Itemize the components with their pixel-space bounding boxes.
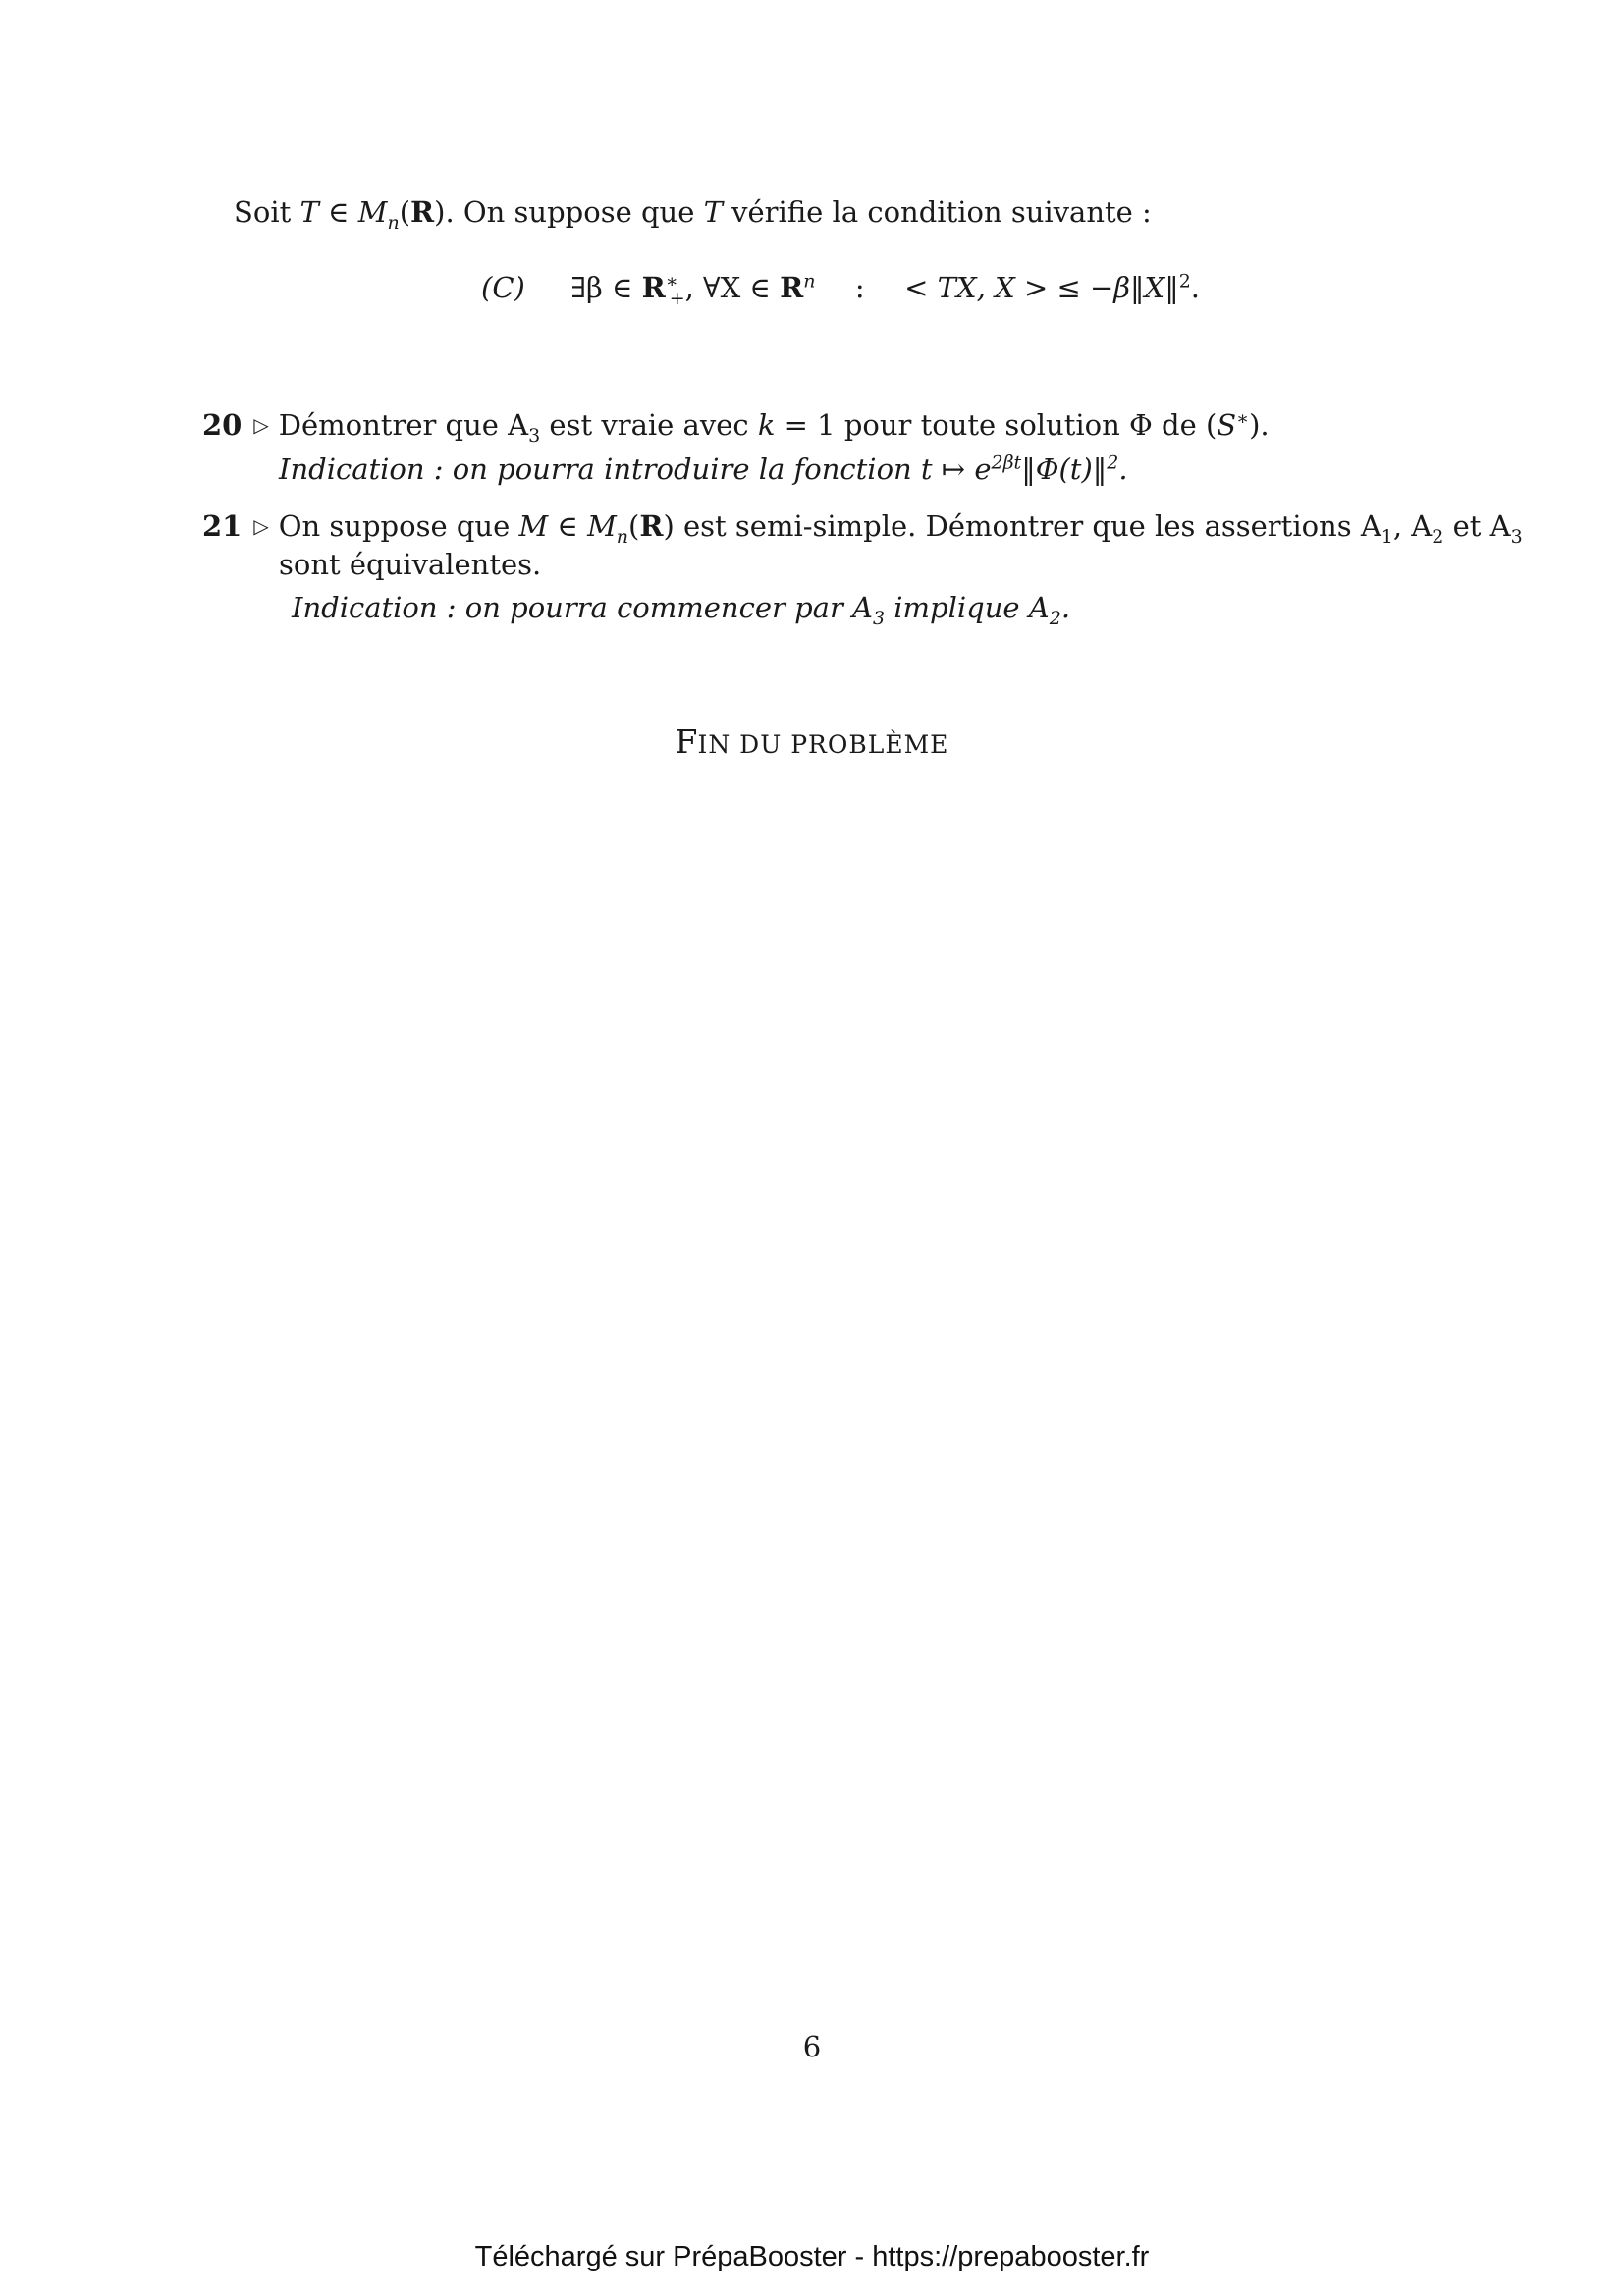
- download-footer: Téléchargé sur PrépaBooster - https://prepabooster.fr: [474, 2241, 1150, 2272]
- triangle-icon: ▷: [253, 413, 269, 437]
- square-sup: 2: [1107, 452, 1119, 474]
- condition-inequality: < TX, X > ≤ −β‖X‖: [904, 271, 1179, 304]
- in-symbol: ∈: [328, 195, 350, 229]
- condition-period: .: [1190, 271, 1201, 304]
- question-number: 20: [202, 408, 243, 442]
- sub-1: 1: [1380, 525, 1393, 548]
- intro-sentence: Soit T ∈ $M_n(R)$. On suppose que T vérifie la condition suivante :: [234, 195, 1152, 234]
- q20-text-b: est vraie avec: [540, 408, 758, 442]
- q21-line-2: [279, 546, 541, 583]
- sub-3: 3: [1510, 525, 1523, 548]
- var-t: T: [299, 195, 319, 229]
- reals-symbol: R: [641, 271, 666, 304]
- intro-end: vérifie la condition suivante :: [731, 195, 1152, 229]
- question-20: [202, 406, 1270, 447]
- sub-2: 2: [1049, 607, 1061, 629]
- star-sup: ∗: [665, 270, 678, 293]
- reals-symbol-2: R: [780, 271, 804, 304]
- q20-hint-text: Indication : on pourra introduire la fonction t ↦ e: [279, 453, 992, 486]
- var-s: S: [1217, 408, 1237, 442]
- paren-open: (: [628, 509, 640, 543]
- end-title-rest: IN DU PROBL: [697, 730, 886, 759]
- q21-hint-text: Indication : on pourra commencer par A: [292, 591, 873, 624]
- intro-soit: Soit: [234, 195, 292, 229]
- var-m-2: M: [587, 509, 617, 543]
- question-21: [202, 507, 1523, 548]
- reals-symbol: R: [410, 195, 435, 229]
- triangle-icon: ▷: [253, 514, 269, 538]
- question-number: 21: [202, 509, 243, 543]
- condition-label: (C): [481, 271, 525, 304]
- n-sup: n: [803, 270, 816, 293]
- end-title-initial: F: [675, 722, 698, 761]
- sub-n: n: [616, 525, 629, 548]
- sub-n: n: [387, 211, 400, 234]
- q20-text-a: Démontrer que A: [278, 408, 529, 442]
- q20-text-c: = 1 pour toute solution Φ de (: [775, 408, 1218, 442]
- star-sup: ∗: [1236, 407, 1250, 430]
- condition-exists: ∃β ∈: [570, 271, 633, 304]
- end-title-rest-2: ME: [903, 730, 949, 759]
- var-m: M: [518, 509, 549, 543]
- sub-2: 2: [1432, 525, 1444, 548]
- q21-text-b: ) est semi-simple. Démontrer que les assertions A: [663, 509, 1381, 543]
- q21-et: et A: [1443, 509, 1511, 543]
- plus-sub: +: [669, 287, 685, 309]
- page-number: 6: [802, 2030, 822, 2063]
- in-symbol: ∈: [548, 509, 588, 543]
- intro-continuation: ). On suppose que: [434, 195, 695, 229]
- sub-3: 3: [528, 424, 541, 447]
- q20-hint-norm: ‖Φ(t)‖: [1021, 453, 1108, 486]
- square-sup: 2: [1178, 270, 1191, 293]
- var-k: k: [757, 408, 776, 442]
- var-t-2: T: [703, 195, 723, 229]
- q21-text-line2: sont équivalentes.: [279, 548, 542, 581]
- var-m: M: [357, 195, 388, 229]
- exponent-sup: 2βt: [991, 452, 1022, 474]
- q20-hint-period: .: [1118, 453, 1128, 486]
- condition-c: [481, 269, 1201, 309]
- reals-symbol: R: [639, 509, 664, 543]
- end-of-problem-title: [0, 723, 1624, 764]
- end-title-e-grave: È: [885, 730, 904, 759]
- sub-3: 3: [872, 607, 886, 629]
- condition-forall: , ∀X ∈: [684, 271, 771, 304]
- q21-hint-period: .: [1060, 591, 1071, 624]
- q20-text-d: ).: [1249, 408, 1270, 442]
- q20-hint: [279, 451, 1128, 488]
- q21-comma: , A: [1392, 509, 1433, 543]
- q21-hint: [292, 589, 1071, 629]
- q21-text-a: On suppose que: [278, 509, 519, 543]
- condition-colon: :: [854, 271, 865, 304]
- q21-hint-text-b: implique A: [885, 591, 1050, 624]
